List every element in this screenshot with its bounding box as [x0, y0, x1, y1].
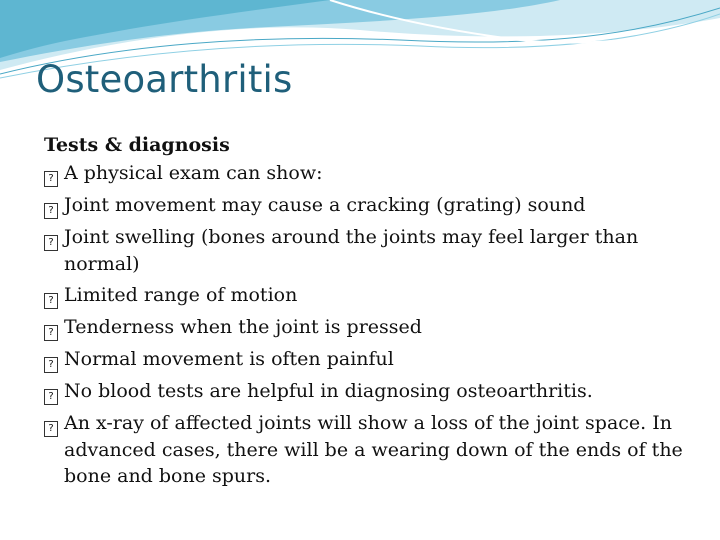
slide-title: Osteoarthritis	[36, 58, 293, 101]
bullet-item	[44, 410, 684, 489]
bullet-icon: ?	[44, 357, 58, 373]
bullet-text: Tenderness when the joint is pressed	[64, 316, 422, 338]
bullet-text: No blood tests are helpful in diagnosing osteoarthritis.	[64, 380, 593, 402]
bullet-icon: ?	[44, 421, 58, 437]
bullet-icon: ?	[44, 235, 58, 251]
bullet-item	[44, 378, 684, 405]
bullet-icon: ?	[44, 325, 58, 341]
bullet-icon: ?	[44, 389, 58, 405]
bullet-text: An x-ray of affected joints will show a loss of the joint space. In advanced cases, there will be a wearing down of the ends of the bone and bone spurs.	[64, 412, 683, 487]
bullet-icon: ?	[44, 171, 58, 187]
bullet-text: Limited range of motion	[64, 284, 298, 306]
bullet-icon: ?	[44, 293, 58, 309]
bullet-text: Normal movement is often painful	[64, 348, 394, 370]
section-heading: Tests & diagnosis	[44, 134, 230, 156]
bullet-item	[44, 192, 684, 219]
bullet-item	[44, 160, 684, 187]
bullet-text: Joint movement may cause a cracking (grating) sound	[64, 194, 586, 216]
bullet-item	[44, 224, 684, 277]
bullet-text: A physical exam can show:	[64, 162, 323, 184]
bullet-item	[44, 282, 684, 309]
bullet-text: Joint swelling (bones around the joints may feel larger than normal)	[64, 226, 639, 275]
slide-body	[44, 130, 684, 494]
bullet-item	[44, 314, 684, 341]
bullet-item	[44, 346, 684, 373]
bullet-icon: ?	[44, 203, 58, 219]
